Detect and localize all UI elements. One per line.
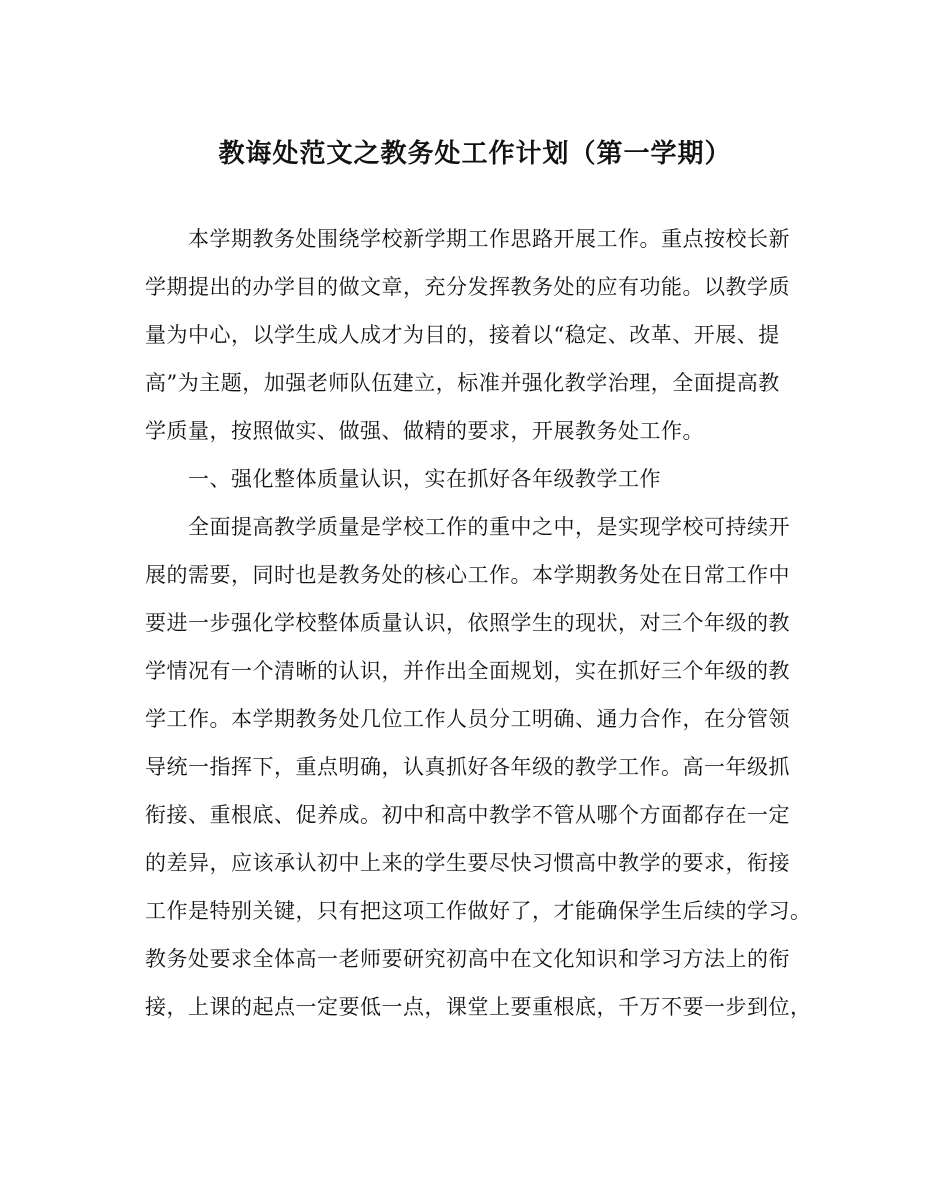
paragraph-line: 学情况有一个清晰的认识，并作出全面规划，实在抓好三个年级的教 (145, 659, 790, 683)
section-heading: 一、强化整体质量认识，实在抓好各年级教学工作 (188, 467, 661, 491)
paragraph-line: 高”为主题，加强老师队伍建立，标准并强化教学治理，全面提高教 (145, 371, 780, 395)
paragraph-line: 要进一步强化学校整体质量认识，依照学生的现状，对三个年级的教 (145, 611, 790, 635)
paragraph-line: 导统一指挥下，重点明确，认真抓好各年级的教学工作。高一年级抓 (145, 755, 790, 779)
paragraph-line: 学期提出的办学目的做文章，充分发挥教务处的应有功能。以教学质 (145, 275, 790, 299)
document-title: 教诲处范文之教务处工作计划（第一学期） (218, 139, 732, 169)
paragraph-line: 工作是特别关键，只有把这项工作做好了，才能确保学生后续的学习。 (145, 899, 812, 923)
paragraph-line: 学工作。本学期教务处几位工作人员分工明确、通力合作，在分管领 (145, 707, 790, 731)
paragraph-line: 的差异，应该承认初中上来的学生要尽快习惯高中教学的要求，衔接 (145, 851, 790, 875)
paragraph-line: 展的需要，同时也是教务处的核心工作。本学期教务处在日常工作中 (145, 563, 790, 587)
paragraph-line: 学质量，按照做实、做强、做精的要求，开展教务处工作。 (145, 419, 704, 443)
paragraph-line: 量为中心，以学生成人成才为目的，接着以“稳定、改革、开展、提 (145, 323, 780, 347)
paragraph-line: 全面提高教学质量是学校工作的重中之中，是实现学校可持续开 (188, 515, 790, 539)
paragraph-line: 本学期教务处围绕学校新学期工作思路开展工作。重点按校长新 (188, 227, 790, 251)
paragraph-line: 衔接、重根底、促养成。初中和高中教学不管从哪个方面都存在一定 (145, 803, 790, 827)
paragraph-line: 教务处要求全体高一老师要研究初高中在文化知识和学习方法上的衔 (145, 947, 790, 971)
paragraph-line: 接，上课的起点一定要低一点，课堂上要重根底，千万不要一步到位， (145, 995, 812, 1019)
